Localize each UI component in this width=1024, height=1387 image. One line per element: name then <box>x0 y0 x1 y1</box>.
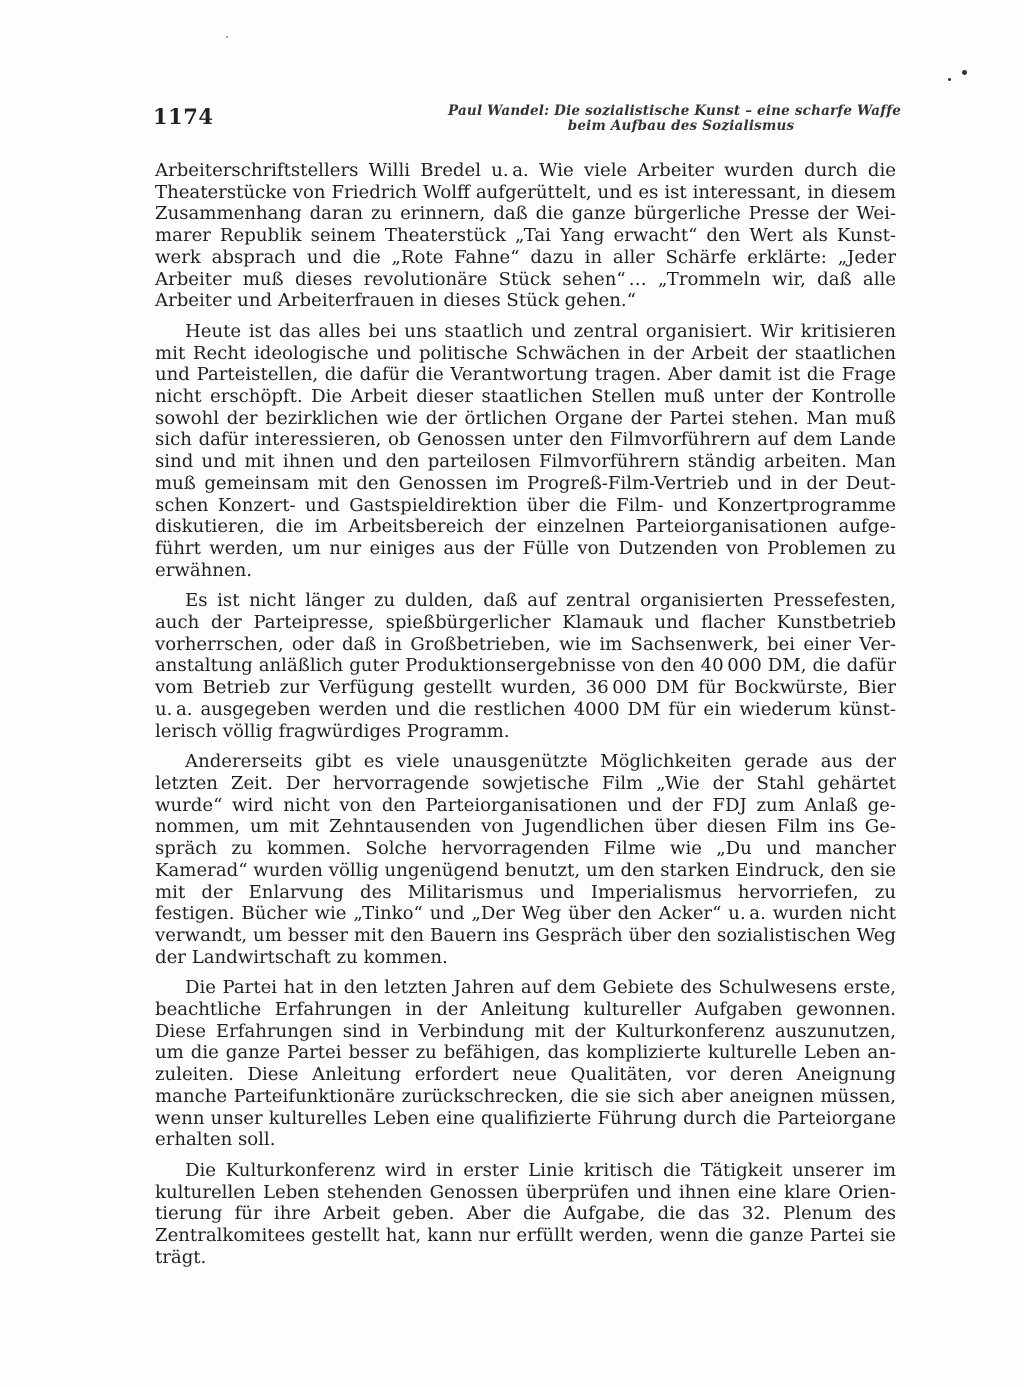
print-speck <box>948 78 951 81</box>
print-speck <box>962 70 967 75</box>
print-speck <box>226 36 228 38</box>
running-head-line-2: beim Aufbau des Sozialismus <box>567 118 795 134</box>
paragraph: Es ist nicht länger zu dulden, daß auf zentral organisierten Pressefesten, auch der Parteipresse, spießbürgerlicher Klamauk und flacher Kunstbetrieb vorherrschen, oder daß in Großbetrieben, wie im Sachsenwerk, bei einer Veranstaltung anläßlich guter Produktionsergebnisse von den 40 000 DM, die dafür vom Betrieb zur Verfügung gestellt wurden, 36 000 DM für Bockwürste, Bier u. a. ausgegeben werden und die restlichen 4000 DM für ein wiederum künstlerisch völlig fragwürdiges Programm. <box>155 590 896 742</box>
article-body <box>155 160 896 1277</box>
paragraph: Die Partei hat in den letzten Jahren auf dem Gebiete des Schulwesens erste, beachtliche Erfahrungen in der Anleitung kultureller Aufgaben gewonnen. Diese Erfahrungen sind in Verbindung mit der Kulturkonferenz auszunutzen, um die ganze Partei besser zu befähigen, das komplizierte kulturelle Leben anzuleiten. Diese Anleitung erfordert neue Qualitäten, vor deren Aneignung manche Parteifunktionäre zurückschrecken, die sie sich aber aneignen müssen, wenn unser kulturelles Leben eine qualifizierte Führung durch die Parteiorgane erhalten soll. <box>155 977 896 1151</box>
paragraph: Arbeiterschriftstellers Willi Bredel u. a. Wie viele Arbeiter wurden durch die Theaterstücke von Friedrich Wolff aufgerüttelt, und es ist interessant, in diesem Zusammenhang daran zu erinnern, daß die ganze bürgerliche Presse der Weimarer Republik seinem Theaterstück „Tai Yang erwacht“ den Wert als Kunstwerk absprach und die „Rote Fahne“ dazu in aller Schärfe erklärte: „Jeder Arbeiter muß dieses revolutionäre Stück sehen“ … „Trommeln wir, daß alle Arbeiter und Arbeiterfrauen in dieses Stück gehen.“ <box>155 160 896 312</box>
page-number: 1174 <box>153 104 214 129</box>
paragraph: Andererseits gibt es viele unausgenützte Möglichkeiten gerade aus der letzten Zeit. Der hervorragende sowjetische Film „Wie der Stahl gehärtet wurde“ wird nicht von den Parteiorganisationen und der FDJ zum Anlaß genommen, um mit Zehntausenden von Jugendlichen über diesen Film ins Gespräch zu kommen. Solche hervorragenden Filme wie „Du und mancher Kamerad“ wurden völlig ungenügend benutzt, um den starken Eindruck, den sie mit der Enlarvung des Militarismus und Imperialismus hervorriefen, zu festigen. Bücher wie „Tinko“ und „Der Weg über den Acker“ u. a. wurden nicht verwandt, um besser mit den Bauern ins Gespräch über den sozialistischen Weg der Landwirtschaft zu kommen. <box>155 751 896 968</box>
paragraph: Heute ist das alles bei uns staatlich und zentral organisiert. Wir kritisieren mit Recht ideologische und politische Schwächen in der Arbeit der staatlichen und Parteistellen, die dafür die Verantwortung tragen. Aber damit ist die Frage nicht erschöpft. Die Arbeit dieser staatlichen Stellen muß unter der Kontrolle sowohl der bezirklichen wie der örtlichen Organe der Partei stehen. Man muß sich dafür interessieren, ob Genossen unter den Filmvorführern auf dem Lande sind und mit ihnen und den parteilosen Filmvorführern ständig arbeiten. Man muß gemeinsam mit den Genossen im Progreß-Film-Vertrieb und in der Deutschen Konzert- und Gastspieldirektion über die Film- und Konzertprogramme diskutieren, die im Arbeitsbereich der einzelnen Parteiorganisationen aufgeführt werden, um nur einiges aus der Fülle von Dutzenden von Problemen zu erwähnen. <box>155 320 896 581</box>
paragraph: Die Kulturkonferenz wird in erster Linie kritisch die Tätigkeit unserer im kulturellen Leben stehenden Genossen überprüfen und ihnen eine klare Orientierung für ihre Arbeit geben. Aber die Aufgabe, die das 32. Plenum des Zentralkomitees gestellt hat, kann nur erfüllt werden, wenn die ganze Partei sie trägt. <box>155 1159 896 1268</box>
page-header <box>145 100 901 142</box>
running-head-line-1: Paul Wandel: Die sozialistische Kunst – eine scharfe Waffe <box>448 103 901 119</box>
running-head <box>381 104 901 134</box>
